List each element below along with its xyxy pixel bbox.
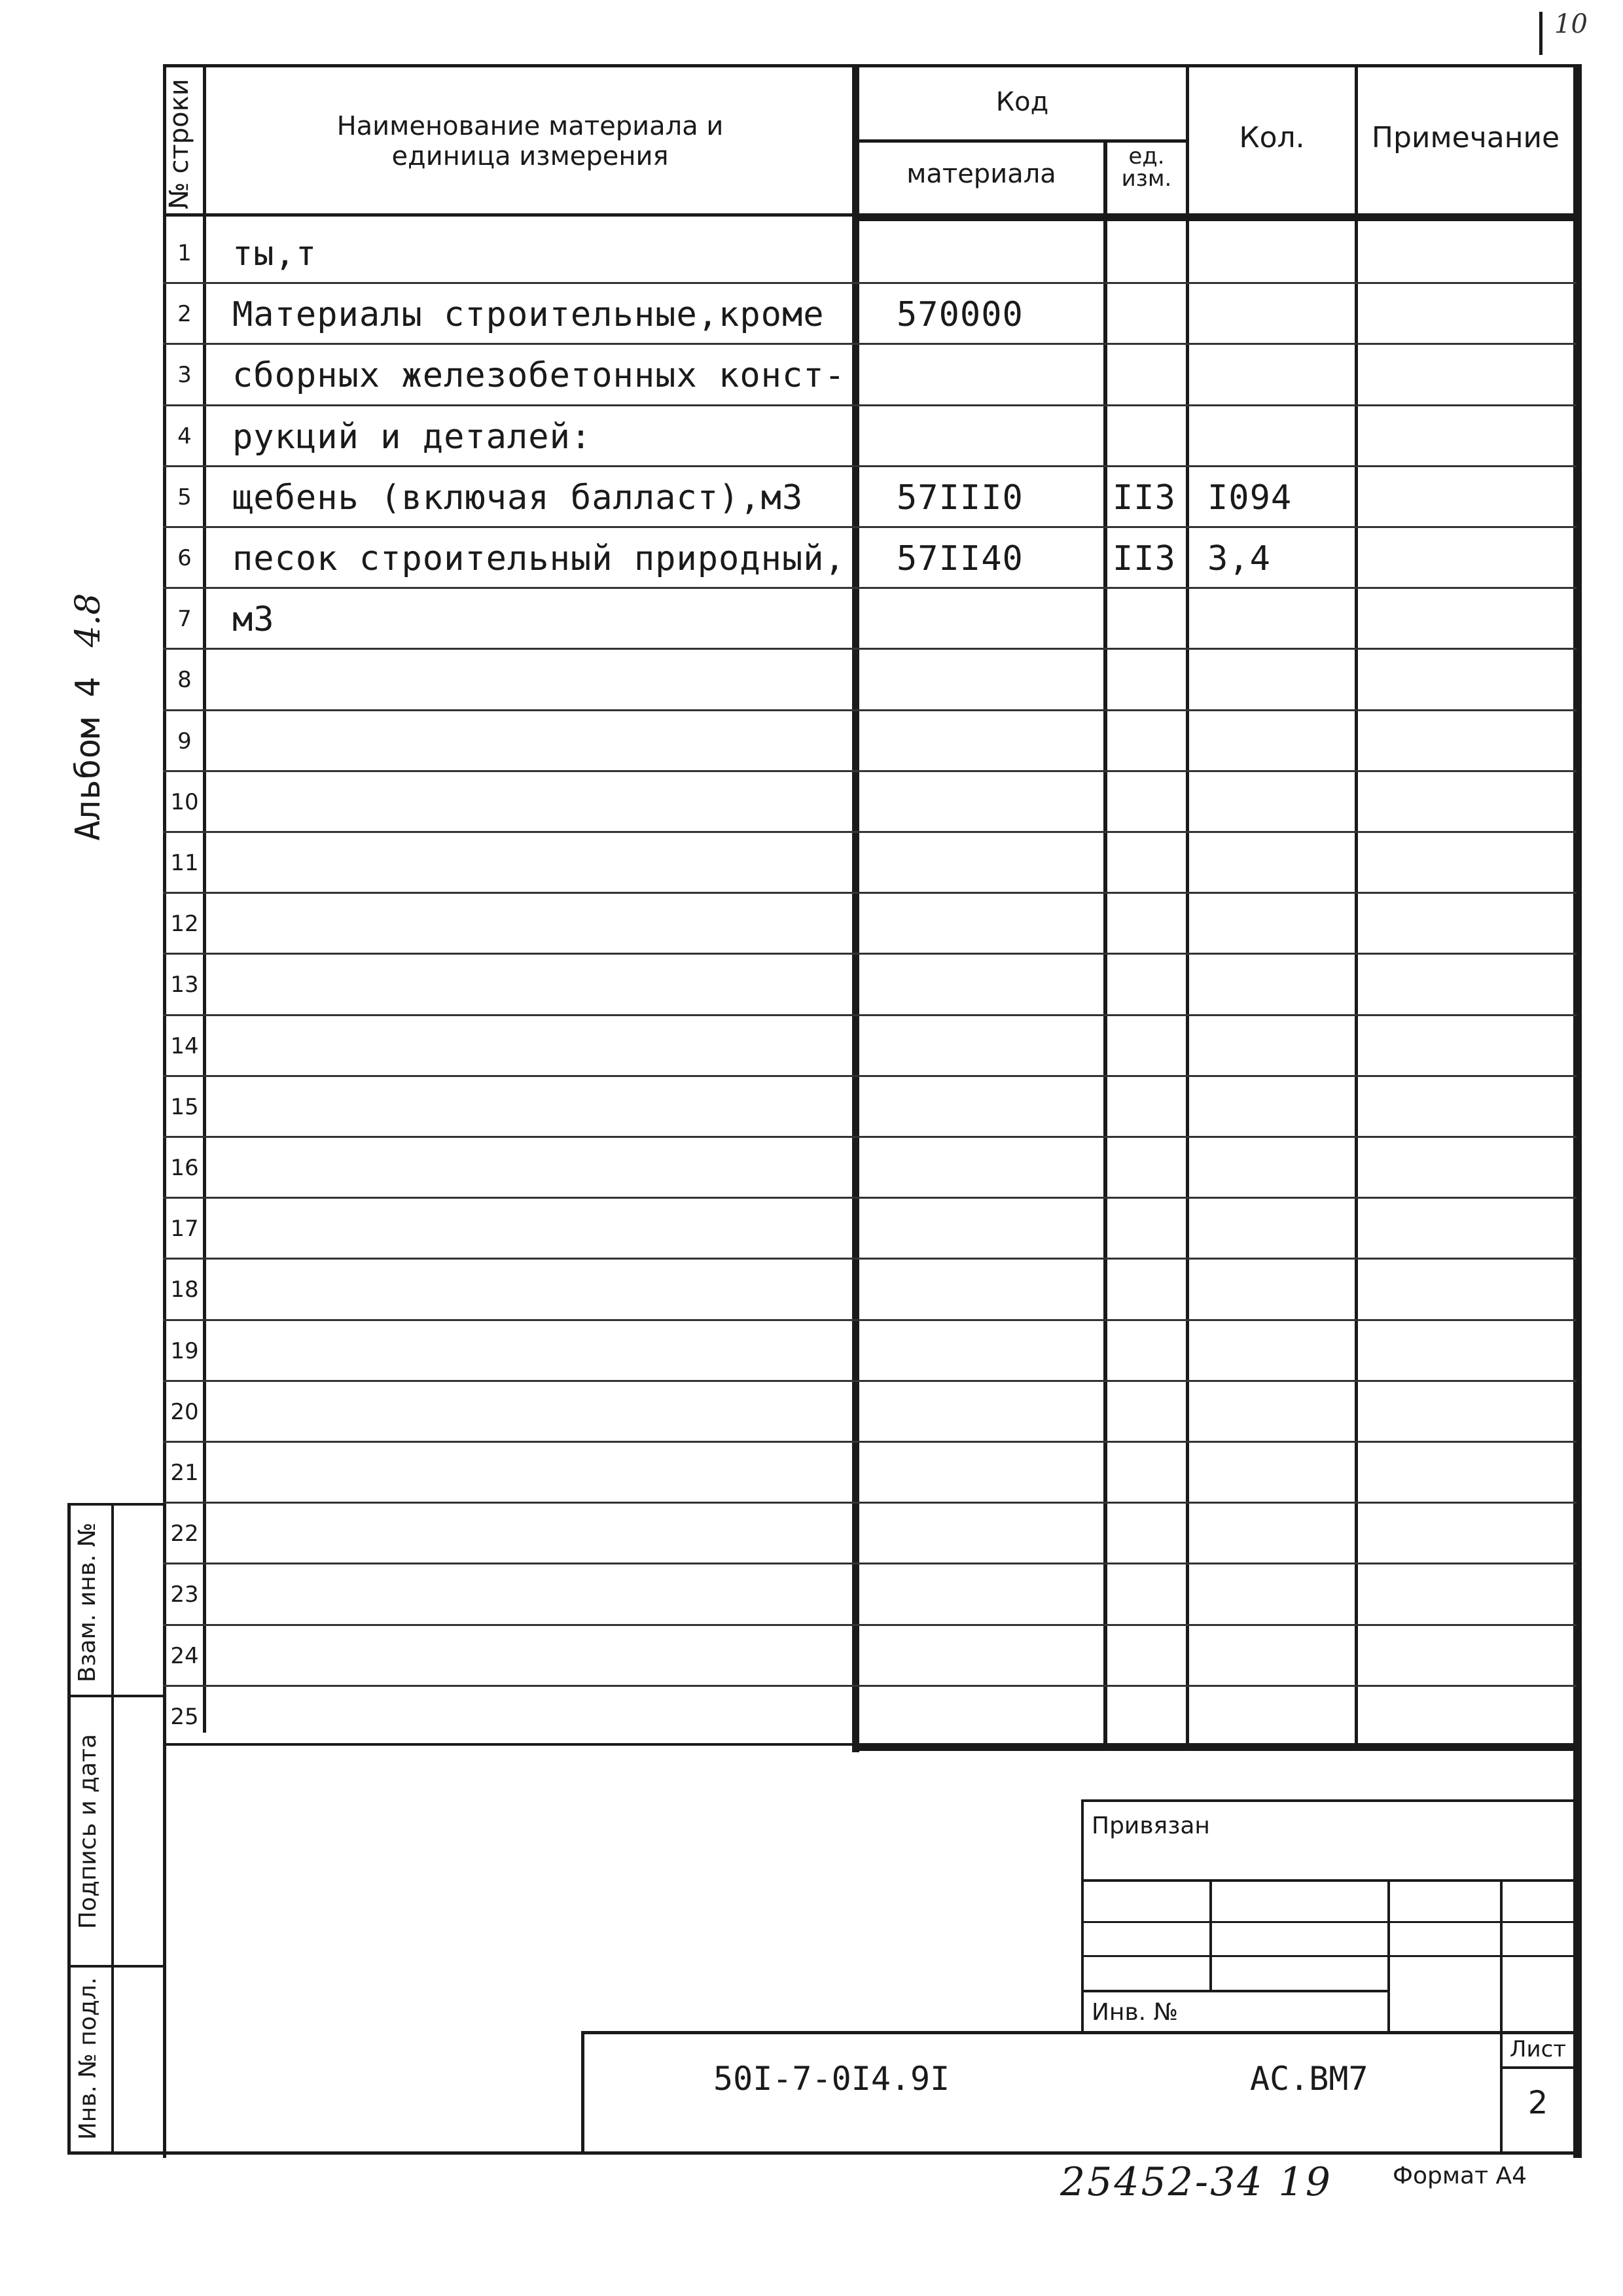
cell-material-code: 570000 (897, 295, 1024, 334)
header-note: Примечание (1371, 121, 1560, 154)
footer-handwritten-no: 25452-34 19 (1060, 2159, 1332, 2205)
name-column-divider (852, 64, 859, 1752)
row-separator (163, 1380, 1577, 1382)
row-number: 8 (177, 667, 192, 693)
row-separator (163, 404, 1577, 406)
album-label (69, 593, 108, 841)
row-separator (163, 1624, 1577, 1626)
row-separator (163, 343, 1577, 345)
row-number: 6 (177, 545, 192, 571)
tb-col-1 (1209, 1879, 1212, 1990)
row-number: 11 (170, 850, 199, 876)
side-stamp-outer-left (67, 1505, 71, 2153)
row-number: 19 (170, 1338, 199, 1364)
tb-doc-code: 50I-7-0I4.9I (713, 2060, 950, 2098)
tb-row-2 (1081, 1921, 1582, 1923)
row-number: 9 (177, 728, 192, 754)
album-label-text: Альбом 4 (69, 677, 108, 841)
row-separator (163, 282, 1577, 284)
row-separator (163, 465, 1577, 467)
tb-sheet-label: Лист (1509, 2036, 1567, 2062)
row-separator (163, 1075, 1577, 1077)
stamp-original: Инв. № подл. (75, 1977, 101, 2140)
row-number: 1 (177, 240, 192, 266)
tb-sheet-no: 2 (1527, 2085, 1548, 2121)
footer-format: Формат А4 (1393, 2163, 1527, 2189)
row-number: 14 (170, 1033, 199, 1059)
tb-left (1081, 1799, 1084, 2034)
table-bottom-line (163, 1743, 857, 1746)
cell-name: щебень (включая балласт),м3 (232, 478, 804, 518)
album-handwritten: 4.8 (69, 593, 108, 648)
tb-main-top (581, 2031, 1582, 2034)
tb-row-1 (1081, 1879, 1582, 1882)
tb-bound: Привязан (1092, 1812, 1210, 1839)
tb-row-4 (1081, 1990, 1389, 1992)
tb-sheet-line (1500, 2066, 1582, 2069)
cell-quantity: 3,4 (1207, 539, 1271, 578)
cell-quantity: I094 (1207, 478, 1293, 518)
tb-mark: АС.ВМ7 (1250, 2060, 1368, 2098)
row-separator (163, 1014, 1577, 1016)
header-row-no: № строки (164, 79, 194, 209)
row-number: 7 (177, 606, 192, 632)
row-number: 16 (170, 1155, 199, 1181)
row-separator (163, 1441, 1577, 1443)
row-number: 2 (177, 301, 192, 327)
unit-column-divider (1186, 64, 1189, 1750)
cell-unit-code: II3 (1113, 478, 1176, 518)
row-separator (163, 892, 1577, 894)
row-separator (163, 953, 1577, 955)
row-number: 18 (170, 1277, 199, 1303)
row-number: 13 (170, 972, 199, 998)
row-separator (163, 587, 1577, 589)
stamp-replaced: Взам. инв. № (74, 1522, 101, 1683)
row-number: 12 (170, 911, 199, 937)
header-material: материала (906, 159, 1056, 189)
cell-material-code: 57II40 (897, 539, 1024, 578)
tb-col-2 (1387, 1879, 1390, 2034)
row-separator (163, 770, 1577, 772)
row-separator (163, 1502, 1577, 1504)
cell-name: ты,т (232, 234, 317, 274)
row-separator (163, 831, 1577, 833)
rowno-column-divider (203, 64, 206, 1733)
row-number: 21 (170, 1460, 199, 1486)
row-separator (163, 1685, 1577, 1687)
stamp-signature: Подпись и дата (75, 1733, 101, 1930)
header-qty: Кол. (1239, 121, 1305, 154)
header-code: Код (995, 87, 1049, 117)
cell-unit-code: II3 (1113, 539, 1176, 578)
code-subheader-line (852, 139, 1189, 143)
side-stamp-top (67, 1503, 166, 1506)
row-number: 3 (177, 362, 192, 388)
corner-mark: 10 (1554, 9, 1588, 39)
row-number: 10 (170, 789, 199, 815)
row-separator (163, 648, 1577, 650)
tb-main-left (581, 2031, 584, 2153)
table-bottom-thick (852, 1743, 1582, 1751)
row-number: 24 (170, 1643, 199, 1669)
header-name: Наименование материала и единица измерения (336, 111, 724, 171)
row-separator (163, 1563, 1577, 1564)
tb-top (1081, 1799, 1582, 1802)
row-separator (163, 1258, 1577, 1260)
material-column-divider (1103, 141, 1107, 1750)
cell-name: м3 (232, 600, 275, 639)
tb-inv-no: Инв. № (1092, 1999, 1179, 2026)
row-separator (163, 709, 1577, 711)
row-number: 20 (170, 1399, 199, 1425)
row-number: 22 (170, 1521, 199, 1547)
row-separator (163, 526, 1577, 528)
page-frame-bottom (67, 2151, 1582, 2155)
row-number: 15 (170, 1094, 199, 1120)
qty-column-divider (1355, 64, 1358, 1750)
table-top-border (163, 64, 1582, 67)
row-separator (163, 1197, 1577, 1199)
row-separator (163, 1319, 1577, 1321)
side-stamp-divider (111, 1505, 114, 2153)
table-right-border (1573, 64, 1582, 2158)
row-number: 25 (170, 1704, 199, 1730)
tb-row-3 (1081, 1955, 1582, 1957)
row-number: 5 (177, 484, 192, 510)
row-number: 17 (170, 1216, 199, 1242)
cell-name: песок строительный природный, (232, 539, 846, 578)
header-thick-line (852, 213, 1582, 221)
cell-name: сборных железобетонных конст- (232, 356, 846, 395)
cell-name: рукций и деталей: (232, 417, 592, 457)
row-separator (163, 1136, 1577, 1138)
row-number: 4 (177, 423, 192, 450)
corner-tick (1539, 12, 1543, 55)
header-unit: ед. изм. (1121, 143, 1172, 192)
cell-material-code: 57III0 (897, 478, 1024, 518)
cell-name: Материалы строительные,кроме (232, 295, 825, 334)
row-number: 23 (170, 1581, 199, 1608)
